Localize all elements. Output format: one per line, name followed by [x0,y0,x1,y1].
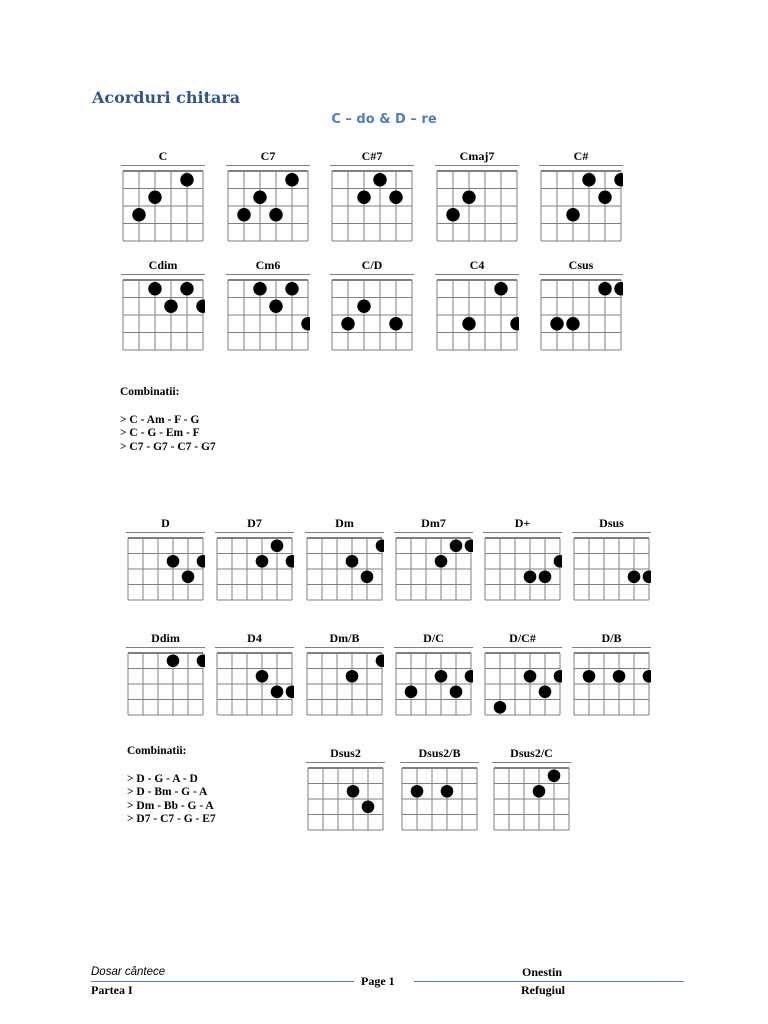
finger-dot [362,800,375,813]
finger-dot [346,555,359,568]
chord-name: Csus [568,258,594,272]
finger-dot [180,173,193,186]
finger-dot [435,670,448,683]
finger-dot [524,670,537,683]
finger-dot [598,282,611,295]
finger-dot [465,539,473,552]
finger-dot [269,208,282,221]
chord-name-rule [330,165,414,166]
finger-dot [554,670,562,683]
finger-dot [405,685,418,698]
footer-collection-name: Dosar cântece [91,966,166,978]
chord-name: D+ [514,516,531,530]
chord-name-rule [483,647,562,648]
finger-dot [286,685,294,698]
finger-dot [357,191,370,204]
finger-dot [341,317,354,330]
finger-dot [347,785,360,798]
chord-name-rule [572,532,651,533]
finger-dot [598,191,611,204]
finger-dot [197,555,205,568]
finger-dot [285,173,298,186]
fretboard-grid [330,278,414,354]
finger-dot [389,317,402,330]
fretboard-grid [572,536,651,604]
finger-dot [539,685,552,698]
finger-dot [643,670,651,683]
fretboard-grid [226,169,310,245]
chord-name-rule [394,532,473,533]
chord-name-rule [121,274,205,275]
chord-name-rule [330,274,414,275]
combination-line: > D - G - A - D [127,772,198,785]
chord-name: Dsus2/B [418,746,461,760]
finger-dot [462,317,475,330]
finger-dot [583,670,596,683]
fretboard-grid [394,536,473,604]
finger-dot [269,300,282,313]
finger-dot [182,570,195,583]
chord-name: Dm [335,516,354,530]
finger-dot [465,670,473,683]
document-subtitle: C – do & D – re [331,112,437,127]
fretboard-grid [215,651,294,719]
fretboard-grid [483,536,562,604]
chord-name-rule [126,532,205,533]
footer-rule-left [91,981,354,982]
footer-rule-right [414,981,684,982]
finger-dot [441,785,454,798]
finger-dot [197,654,205,667]
combination-line: > D7 - C7 - G - E7 [127,813,216,825]
finger-dot [253,282,266,295]
combination-line: > C - Am - F - G [120,413,200,426]
chord-name: D/C [423,631,444,645]
chord-name: Cmaj7 [459,149,495,163]
combinations-d [127,745,216,827]
fretboard-grid [539,278,623,354]
finger-dot [256,670,269,683]
fretboard-grid [394,651,473,719]
finger-dot [614,282,623,295]
fretboard-grid [400,766,479,834]
footer-page-number: Page 1 [361,974,395,988]
combination-line: > D - Bm - G - A [127,786,208,798]
finger-dot [450,539,463,552]
finger-dot [411,785,424,798]
fretboard-grid [483,651,562,719]
fretboard-grid [121,169,205,245]
fretboard-grid [492,766,571,834]
fretboard-grid [215,536,294,604]
finger-dot [253,191,266,204]
finger-dot [373,173,386,186]
combinations-title: Combinatii: [120,386,180,398]
finger-dot [462,191,475,204]
fretboard-grid [226,278,310,354]
fretboard-grid [539,169,623,245]
chord-name: Dm7 [421,516,446,530]
chord-name: Cm6 [255,258,281,272]
finger-dot [628,570,641,583]
chord-name-rule [400,762,479,763]
footer-author: Onestin [522,965,563,979]
chord-name: D [161,516,170,530]
chord-name-rule [435,274,519,275]
finger-dot [643,570,651,583]
finger-dot [148,191,161,204]
chord-name-rule [306,762,385,763]
document-title: Acorduri chitara [92,88,241,107]
finger-dot [301,317,310,330]
finger-dot [167,555,180,568]
finger-dot [271,539,284,552]
chord-name-rule [305,647,384,648]
chord-name: Dm/B [329,631,360,645]
fretboard-grid [126,536,205,604]
finger-dot [167,654,180,667]
chord-name: D7 [247,516,262,530]
fretboard-grid [330,169,414,245]
chord-name-rule [394,647,473,648]
finger-dot [550,317,563,330]
finger-dot [164,300,177,313]
finger-dot [132,208,145,221]
finger-dot [450,685,463,698]
finger-dot [613,670,626,683]
finger-dot [196,300,205,313]
fretboard-grid [121,278,205,354]
footer-part: Partea I [91,983,133,997]
chord-name: Dsus [599,516,624,530]
chord-name-rule [226,274,310,275]
chord-name: D/B [601,631,622,645]
chord-name-rule [305,532,384,533]
finger-dot [256,555,269,568]
chord-name-rule [126,647,205,648]
chord-name: Cdim [148,258,178,272]
chord-name-rule [215,647,294,648]
fretboard-grid [305,536,384,604]
chord-name: C7 [260,149,276,163]
chord-name: C/D [361,258,383,272]
chord-name-rule [572,647,651,648]
combinations-c [120,386,216,454]
chord-name-rule [539,165,623,166]
finger-dot [389,191,402,204]
fretboard-grid [435,169,519,245]
finger-dot [494,282,507,295]
chord-name-rule [539,274,623,275]
chord-name-rule [226,165,310,166]
finger-dot [148,282,161,295]
chord-name: C4 [469,258,485,272]
combinations-title: Combinatii: [127,745,187,757]
finger-dot [548,769,561,782]
chord-name-rule [435,165,519,166]
chord-name-rule [121,165,205,166]
chord-name: C# [573,149,589,163]
finger-dot [376,654,384,667]
fretboard-grid [305,651,384,719]
finger-dot [614,173,623,186]
chord-name: Dsus2 [330,746,361,760]
finger-dot [435,555,448,568]
finger-dot [271,685,284,698]
finger-dot [566,317,579,330]
fretboard-grid [306,766,385,834]
combination-line: > C - G - Em - F [120,427,200,439]
chord-name-rule [215,532,294,533]
chord-name: C [158,149,168,163]
chord-name: C#7 [361,149,383,163]
chord-name-rule [492,762,571,763]
finger-dot [376,539,384,552]
chord-name: D/C# [509,631,536,645]
chord-name-rule [483,532,562,533]
combination-line: > C7 - G7 - C7 - G7 [120,440,216,453]
finger-dot [286,555,294,568]
finger-dot [446,208,459,221]
finger-dot [361,570,374,583]
fretboard-grid [435,278,519,354]
fretboard-grid [572,651,651,719]
finger-dot [566,208,579,221]
finger-dot [554,555,562,568]
finger-dot [237,208,250,221]
footer-song-title: Refugiul [521,983,566,997]
chord-name: D4 [247,631,262,645]
finger-dot [285,282,298,295]
finger-dot [539,570,552,583]
chord-name: Ddim [151,631,180,645]
finger-dot [582,173,595,186]
finger-dot [533,785,546,798]
chord-name: Dsus2/C [510,746,553,760]
finger-dot [357,300,370,313]
combination-line: > Dm - Bb - G - A [127,799,214,812]
finger-dot [494,701,507,714]
finger-dot [510,317,519,330]
finger-dot [180,282,193,295]
finger-dot [346,670,359,683]
fretboard-grid [126,651,205,719]
finger-dot [524,570,537,583]
